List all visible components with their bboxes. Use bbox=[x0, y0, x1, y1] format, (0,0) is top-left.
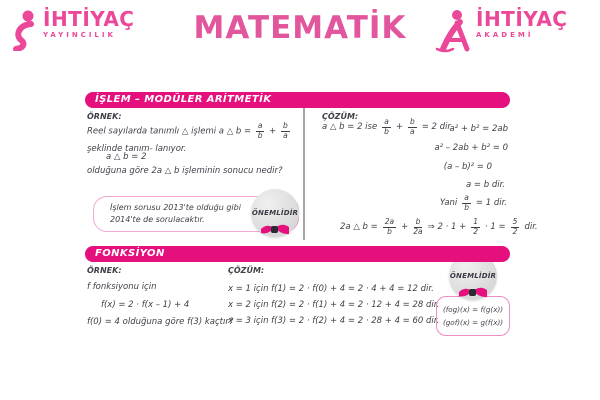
solution-step: x = 1 için f(1) = 2 · f(0) + 4 = 2 · 4 + 4 = 12 dir. bbox=[228, 284, 434, 294]
academy-logo bbox=[433, 9, 568, 57]
publisher-subtitle: YAYINCILIK bbox=[43, 31, 116, 39]
formula-line: (gof)(x) = g(f(x)) bbox=[442, 318, 504, 327]
fraction-b-over-a: $\frac{b}{a}$ bbox=[283, 121, 288, 140]
fraction-b-over-2a: $\frac{b}{2a}$ bbox=[413, 217, 423, 236]
fraction-b-over-a: $\frac{b}{a}$ bbox=[409, 117, 415, 136]
ribbon-bow-icon bbox=[257, 222, 293, 241]
example-line: f fonksiyonu için bbox=[87, 282, 157, 292]
cozum-label-2: ÇÖZÜM: bbox=[228, 266, 265, 275]
page-title: MATEMATİK bbox=[193, 10, 407, 46]
cozum-label-1: ÇÖZÜM: bbox=[322, 112, 359, 121]
example-intro: Reel sayılarda tanımlı △ işlemi a △ b = $\frac{a}{b}$ + $\frac{b}{a}$ şeklinde tanım- lanıyor. bbox=[87, 121, 288, 154]
fraction-a-over-b: $\frac{a}{b}$ bbox=[257, 121, 263, 140]
formula-line: (fog)(x) = f(g(x)) bbox=[442, 305, 504, 314]
solution-step: Yani $\frac{a}{b}$ = 1 dir. bbox=[439, 193, 507, 212]
fraction-1-over-2: $\frac{1}{2}$ bbox=[473, 217, 479, 236]
badge-label: ÖNEMLİDİR bbox=[251, 209, 299, 217]
example-line: f(x) = 2 · f(x – 1) + 4 bbox=[101, 300, 190, 310]
important-badge-1 bbox=[251, 189, 299, 237]
note-text: İşlem sorusu 2013'te olduğu gibi 2014'te de sorulacaktır. bbox=[110, 203, 241, 224]
section-header-fonksiyon: FONKSİYON bbox=[85, 246, 510, 262]
fraction-5-over-2: $\frac{5}{2}$ bbox=[512, 217, 518, 236]
example-line: f(0) = 4 olduğuna göre f(3) kaçtır? bbox=[87, 317, 234, 327]
academy-figure-icon bbox=[433, 9, 473, 57]
badge-label: ÖNEMLİDİR bbox=[449, 272, 497, 280]
solution-step: a² – 2ab + b² = 0 bbox=[434, 143, 508, 153]
ornek-label-2: ÖRNEK: bbox=[87, 266, 122, 275]
solution-step: a = b dir. bbox=[465, 180, 505, 190]
solution-step: a △ b = 2 ise $\frac{a}{b}$ + $\frac{b}{a}$ = 2 dir. bbox=[322, 117, 453, 136]
section-header-islem: İŞLEM – MODÜLER ARİTMETİK bbox=[85, 92, 510, 108]
example-question: olduğuna göre 2a △ b işleminin sonucu nedir? bbox=[87, 166, 283, 176]
fraction-2a-over-b: $\frac{2a}{b}$ bbox=[384, 217, 395, 236]
solution-step: 2a △ b = $\frac{2a}{b}$ + $\frac{b}{2a}$ ⇒ 2 · 1 + $\frac{1}{2}$ · 1 = $\frac{5}{2}$ dir. bbox=[340, 217, 538, 236]
academy-name: İHTİYAÇ bbox=[476, 7, 568, 31]
solution-step: (a – b)² = 0 bbox=[443, 162, 492, 172]
ornek-label-1: ÖRNEK: bbox=[87, 112, 122, 121]
example-given: a △ b = 2 bbox=[106, 152, 147, 162]
ribbon-bow-icon bbox=[455, 285, 491, 304]
solution-step: a² + b² = 2ab bbox=[449, 124, 508, 134]
solution-step: x = 3 için f(3) = 2 · f(2) + 4 = 2 · 28 + 4 = 60 dir. bbox=[228, 316, 440, 326]
solution-step: x = 2 için f(2) = 2 · f(1) + 4 = 2 · 12 + 4 = 28 dir. bbox=[228, 300, 440, 310]
publisher-name: İHTİYAÇ bbox=[43, 7, 135, 31]
academy-subtitle: AKADEMİ bbox=[476, 31, 534, 39]
fraction-a-over-b: $\frac{a}{b}$ bbox=[464, 193, 469, 212]
fraction-a-over-b: $\frac{a}{b}$ bbox=[384, 117, 389, 136]
column-divider bbox=[303, 108, 305, 240]
